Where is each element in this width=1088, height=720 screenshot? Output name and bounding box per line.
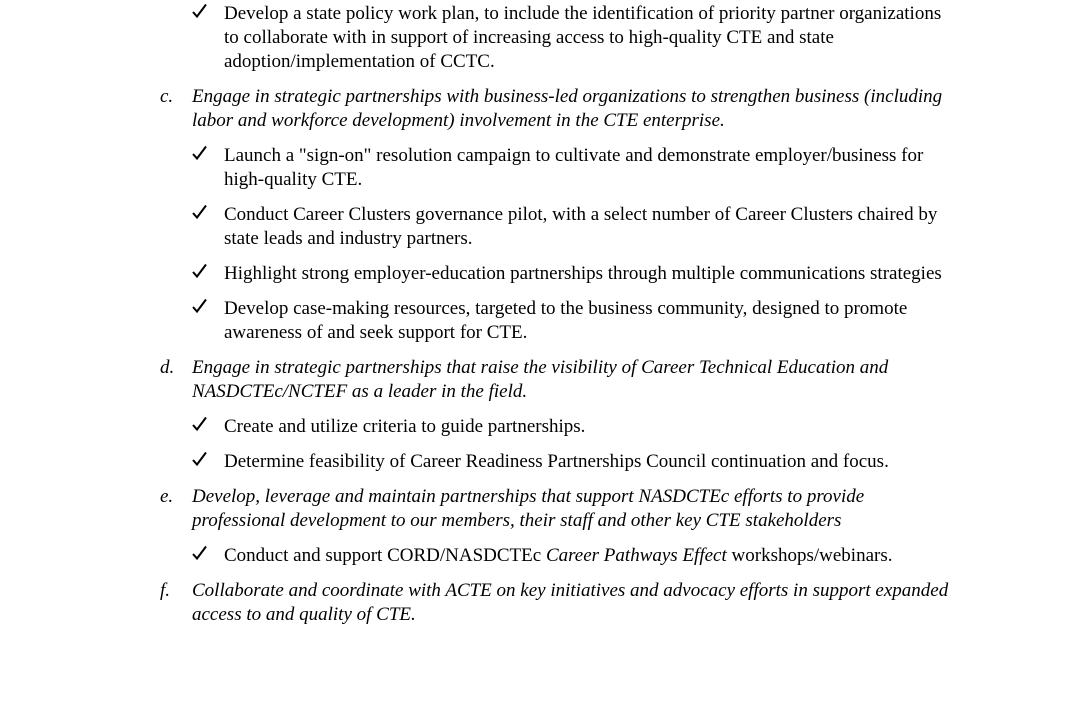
check-item-text-before: Conduct and support CORD/NASDCTEc (224, 545, 546, 566)
check-item (0, 415, 954, 439)
check-item-text: Highlight strong employer-education partnerships through multiple communications strategies (224, 263, 942, 284)
check-item-text: Launch a "sign-on" resolution campaign to cultivate and demonstrate employer/business for high-quality CTE. (224, 145, 924, 190)
checkmark-icon (192, 450, 212, 474)
check-item-text: Create and utilize criteria to guide partnerships. (224, 416, 586, 437)
letter-label: e. (160, 486, 174, 507)
checkmark-icon (192, 544, 212, 568)
check-item-text: Develop a state policy work plan, to include the identification of priority partner organizations to collaborate with in support of increasing access to high-quality CTE and state adoption/implementation of CCTC. (224, 3, 942, 72)
check-item-text: Conduct Career Clusters governance pilot, with a select number of Career Clusters chaired by state leads and industry partners. (224, 204, 938, 249)
check-item (0, 144, 954, 192)
letter-item-text: Develop, leverage and maintain partnerships that support NASDCTEc efforts to provide professional development to our members, their staff and other key CTE stakeholders (192, 486, 865, 531)
checkmark-icon (192, 415, 212, 439)
check-item (0, 262, 954, 286)
letter-label: d. (160, 357, 175, 378)
checkmark-icon (192, 2, 212, 26)
check-item (0, 203, 954, 251)
check-item (0, 2, 954, 74)
checkmark-icon (192, 262, 212, 286)
check-item-text-italic: Career Pathways Effect (545, 545, 727, 566)
checkmark-icon (192, 144, 212, 168)
check-item-text-after: workshops/webinars. (726, 545, 893, 566)
letter-item-text: Engage in strategic partnerships with business-led organizations to strengthen business (including labor and workforce development) involvement in the CTE enterprise. (192, 86, 943, 131)
letter-item-c (0, 85, 962, 133)
letter-item-d (0, 356, 962, 404)
check-item (0, 297, 954, 345)
letter-item-text: Engage in strategic partnerships that raise the visibility of Career Technical Education and NASDCTEc/NCTEF as a leader in the field. (192, 357, 889, 402)
check-item-text: Develop case-making resources, targeted to the business community, designed to promote awareness of and seek support for CTE. (224, 298, 908, 343)
letter-label: c. (160, 86, 174, 107)
letter-label: f. (160, 580, 171, 601)
checkmark-icon (192, 203, 212, 227)
check-item (0, 450, 954, 474)
check-item (0, 544, 954, 568)
letter-item-f (0, 579, 962, 627)
letter-item-text: Collaborate and coordinate with ACTE on key initiatives and advocacy efforts in support expanded access to and quality of CTE. (192, 580, 949, 625)
checkmark-icon (192, 297, 212, 321)
document-page (0, 2, 1088, 638)
letter-item-e (0, 485, 962, 533)
check-item-text: Determine feasibility of Career Readiness Partnerships Council continuation and focus. (224, 451, 889, 472)
